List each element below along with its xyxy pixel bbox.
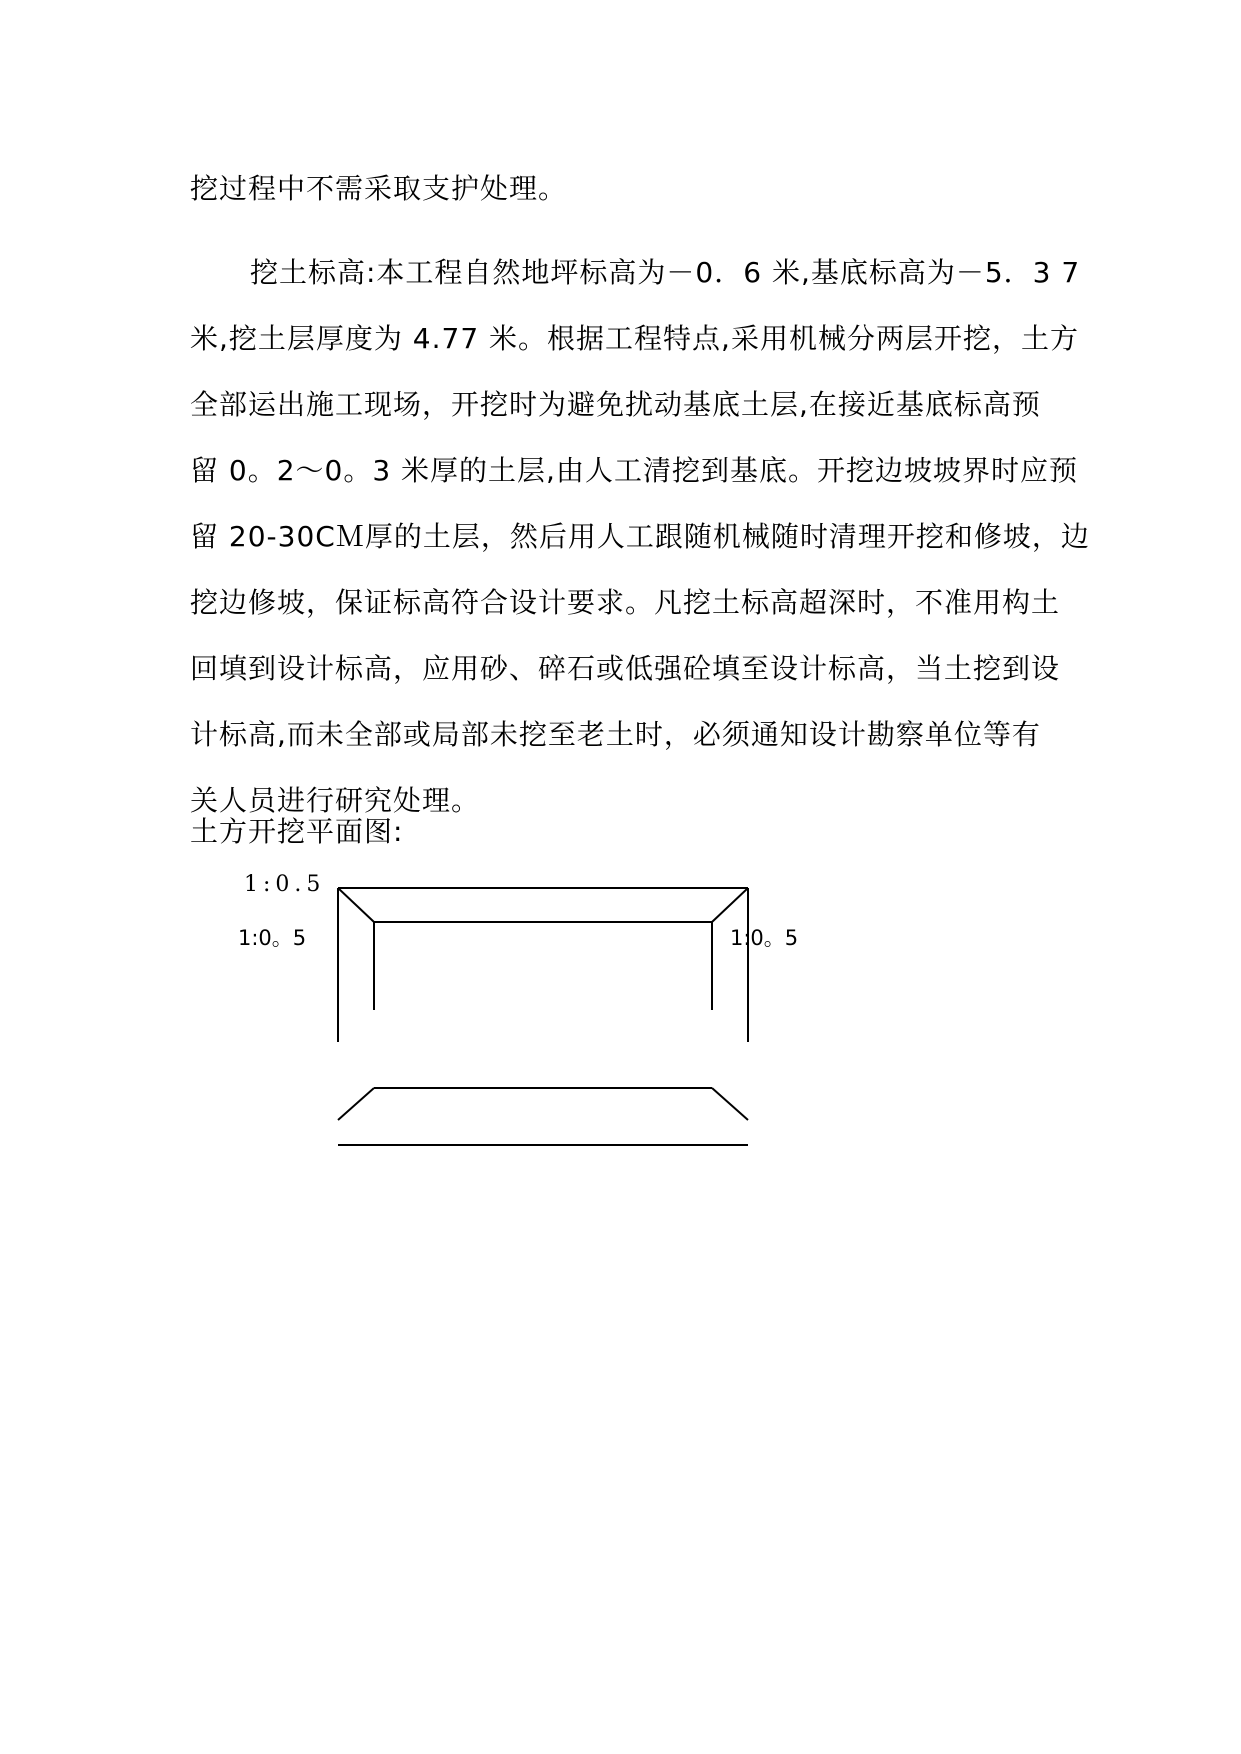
slope-ratio-label-top: 1:0.5: [244, 872, 326, 897]
corner-slope-bottom-right: [712, 1088, 748, 1120]
text-line: 全部运出施工现场，开挖时为避免扰动基底土层,在接近基底标高预: [190, 388, 1041, 421]
figure-caption: 土方开挖平面图:: [190, 815, 404, 848]
text-line: 挖边修坡，保证标高符合设计要求。凡挖土标高超深时，不准用构土: [190, 586, 1061, 619]
text-line: 挖土标高:本工程自然地坪标高为－0．6 米,基底标高为－5．3 7: [250, 256, 1081, 289]
text-line: 留 0。2～0。3 米厚的土层,由人工清挖到基底。开挖边坡坡界时应预: [190, 454, 1078, 487]
text-line: 挖过程中不需采取支护处理。: [190, 172, 568, 205]
corner-slope-bottom-left: [338, 1088, 374, 1120]
text-line: 留 20-30CＭ厚的土层，然后用人工跟随机械随时清理开挖和修坡，边: [190, 520, 1090, 553]
corner-slope-top-left: [338, 888, 374, 922]
text-line: 米,挖土层厚度为 4.77 米。根据工程特点,采用机械分两层开挖，土方: [190, 322, 1079, 355]
corner-slope-top-right: [712, 888, 748, 922]
text-line: 回填到设计标高，应用砂、碎石或低强砼填至设计标高，当土挖到设: [190, 652, 1061, 685]
slope-ratio-label-right: 1:0。5: [730, 926, 799, 950]
slope-ratio-label-left: 1:0。5: [238, 926, 307, 950]
text-line: 计标高,而未全部或局部未挖至老土时，必须通知设计勘察单位等有: [190, 718, 1041, 751]
text-line: 关人员进行研究处理。: [190, 784, 481, 817]
